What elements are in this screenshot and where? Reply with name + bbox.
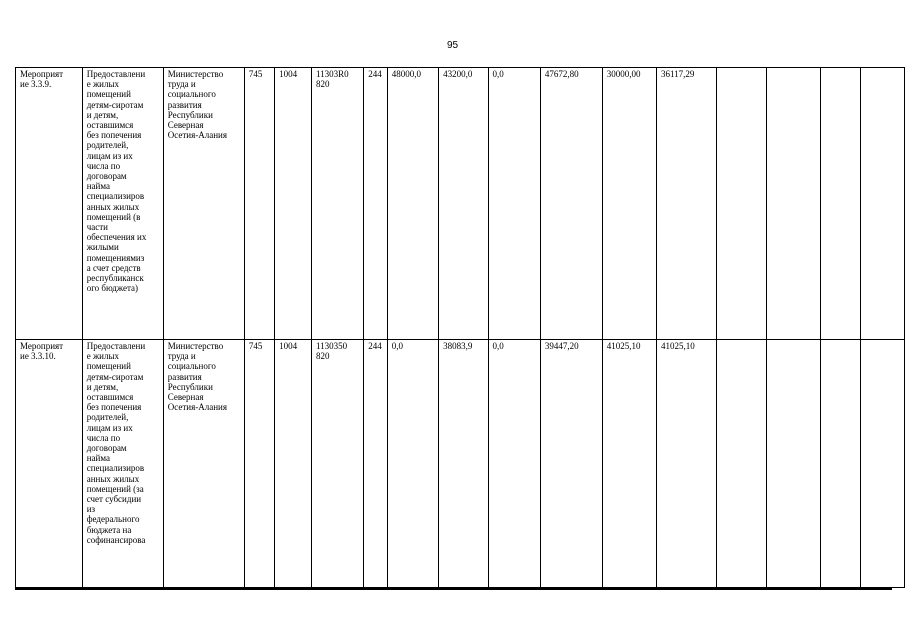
event-cell: Мероприят ие 3.3.10.: [16, 340, 83, 588]
csr-cell: 1130350 820: [311, 340, 363, 588]
value-cell: 30000,00: [602, 68, 656, 340]
budget-table: [15, 67, 905, 588]
csr-cell: 11303R0 820: [311, 68, 363, 340]
value-cell: [716, 68, 766, 340]
event-cell: Мероприят ие 3.3.9.: [16, 68, 83, 340]
description-cell: Предоставлени е жилых помещений детям-сиротам и детям, оставшимся без попечения родителей, лицам из их числа по договорам найма специализиров анных жилых помещений (за счет субсидии из федерального бюджета на софинансирова: [82, 340, 163, 588]
value-cell: 0,0: [488, 68, 540, 340]
value-cell: [861, 68, 905, 340]
value-cell: 41025,10: [602, 340, 656, 588]
rzpr-cell: 1004: [275, 68, 312, 340]
grbs-cell: 745: [244, 340, 274, 588]
rzpr-cell: 1004: [275, 340, 312, 588]
value-cell: 0,0: [387, 340, 438, 588]
vr-cell: 244: [364, 68, 388, 340]
value-cell: 0,0: [488, 340, 540, 588]
vr-cell: 244: [364, 340, 388, 588]
value-cell: [820, 68, 861, 340]
value-cell: 43200,0: [439, 68, 488, 340]
value-cell: 38083,9: [439, 340, 488, 588]
table-row: [16, 340, 905, 588]
value-cell: 41025,10: [656, 340, 716, 588]
value-cell: 47672,80: [540, 68, 602, 340]
value-cell: [861, 340, 905, 588]
executor-cell: Министерство труда и социального развития Республики Северная Осетия-Алания: [163, 340, 244, 588]
bottom-rule: [15, 588, 892, 590]
value-cell: [716, 340, 766, 588]
value-cell: [766, 340, 820, 588]
executor-cell: Министерство труда и социального развития Республики Северная Осетия-Алания: [163, 68, 244, 340]
value-cell: [766, 68, 820, 340]
grbs-cell: 745: [244, 68, 274, 340]
value-cell: 36117,29: [656, 68, 716, 340]
table-row: [16, 68, 905, 340]
page-number: 95: [446, 40, 459, 51]
description-cell: Предоставлени е жилых помещений детям-сиротам и детям, оставшимся без попечения родителей, лицам из их числа по договорам найма специализиров анных жилых помещений (в части обеспечения их жилыми помещениямиз а счет средств республиканск ого бюджета): [82, 68, 163, 340]
value-cell: 48000,0: [387, 68, 438, 340]
value-cell: [820, 340, 861, 588]
value-cell: 39447,20: [540, 340, 602, 588]
